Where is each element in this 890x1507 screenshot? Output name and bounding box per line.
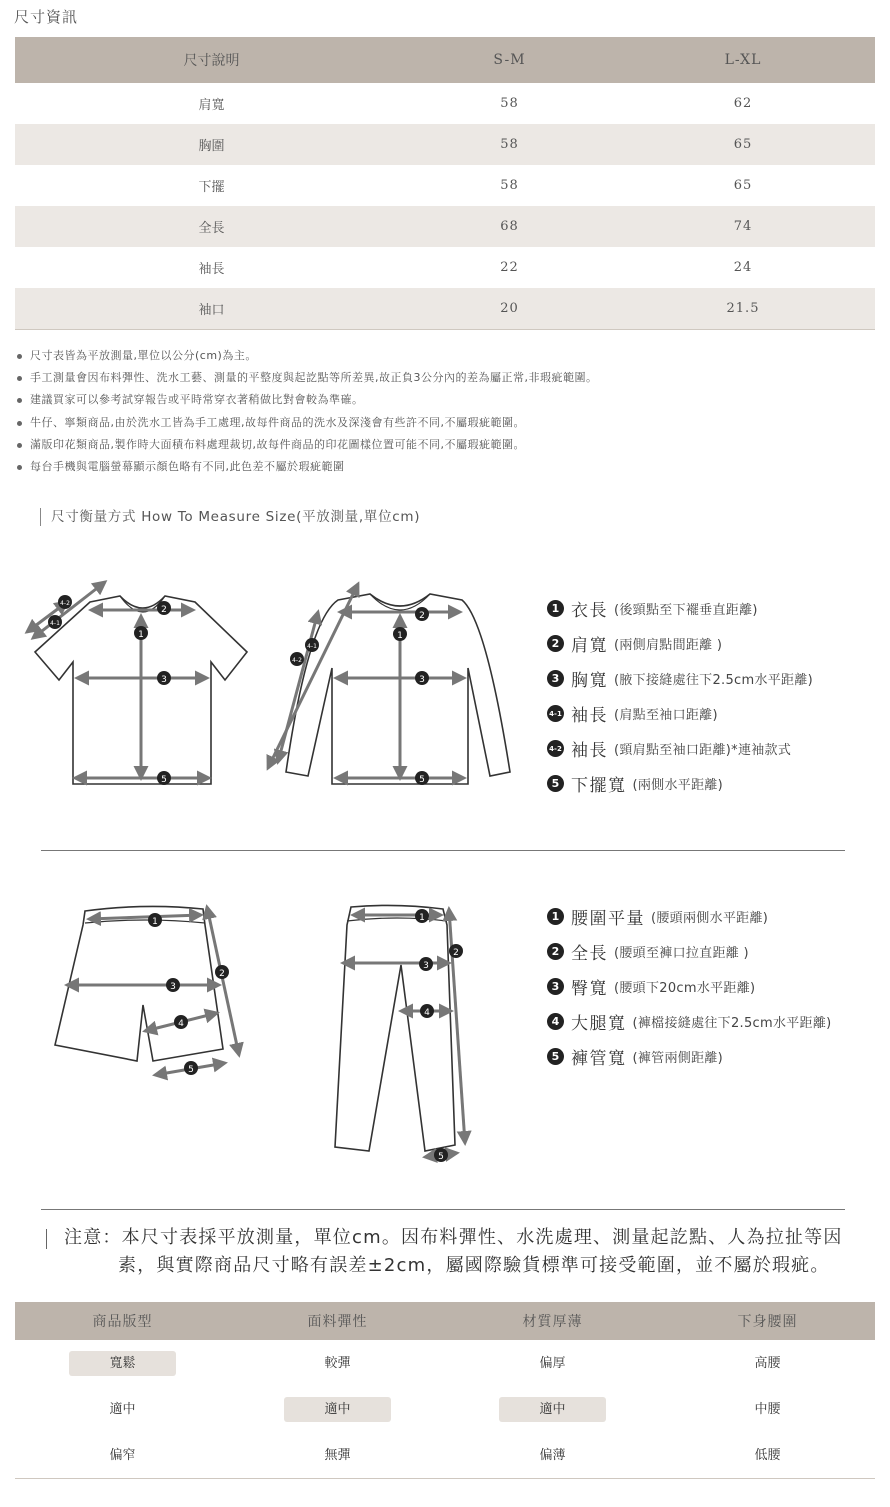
label-badge <box>157 671 171 685</box>
note-item: 牛仔、寧類商品,由於洗水工皆為手工處理,故每件商品的洗水及深淺會有些許不同,不屬瑕疵範圍。 <box>16 414 598 436</box>
legend-name: 袖長 <box>571 706 608 726</box>
row-label: 肩寬 <box>198 98 225 113</box>
fit-option: 低腰 <box>754 1447 781 1463</box>
svg-text:4: 4 <box>424 1008 430 1018</box>
note-item: 滿版印花類商品,製作時大面積布料處理裁切,故每件商品的印花圖樣位置可能不同,不屬瑕疵範圍。 <box>16 436 598 458</box>
svg-text:2: 2 <box>161 605 167 615</box>
svg-text:1: 1 <box>419 913 425 923</box>
divider <box>41 850 845 851</box>
table-cell: 20 <box>500 301 519 316</box>
legend-item <box>547 696 813 731</box>
table-row <box>15 1340 875 1386</box>
legend-name: 衣長 <box>571 601 608 621</box>
note-item: 手工測量會因布料彈性、洗水工藝、測量的平整度與起訖點等所差異,故正負3公分內的差為屬正常,非瑕疵範圍。 <box>16 369 598 391</box>
top-legend <box>547 591 813 801</box>
svg-text:2: 2 <box>419 611 425 621</box>
svg-text:5: 5 <box>188 1065 194 1075</box>
label-badge <box>48 615 62 629</box>
fit-option-selected: 適中 <box>284 1397 391 1422</box>
fit-option: 較彈 <box>324 1355 351 1371</box>
svg-text:5: 5 <box>438 1152 444 1162</box>
label-badge <box>58 595 72 609</box>
number-badge: 5 <box>547 1048 564 1065</box>
svg-text:1: 1 <box>152 917 158 927</box>
bottom-legend <box>547 899 832 1074</box>
header-cell: 材質厚薄 <box>522 1314 583 1330</box>
fit-option: 偏窄 <box>109 1447 136 1463</box>
legend-name: 腰圍平量 <box>571 909 645 929</box>
section-title: 尺寸資訊 <box>14 8 79 26</box>
legend-name: 臀寬 <box>571 979 608 999</box>
label-badge <box>415 909 429 923</box>
label-badge <box>134 626 148 640</box>
fit-option-selected: 適中 <box>499 1397 606 1422</box>
svg-text:1: 1 <box>138 630 144 640</box>
svg-text:3: 3 <box>161 675 167 685</box>
note-item: 每台手機與電腦螢幕顯示顏色略有不同,此色差不屬於瑕疵範圍 <box>16 458 598 480</box>
legend-name: 袖長 <box>571 741 608 761</box>
number-badge: 3 <box>547 978 564 995</box>
table-row <box>15 124 875 165</box>
legend-item <box>547 899 832 934</box>
shorts-diagram <box>45 895 245 1085</box>
legend-name: 胸寬 <box>571 671 608 691</box>
number-badge: 4 <box>547 1013 564 1030</box>
svg-text:4-2: 4-2 <box>60 600 70 607</box>
label-badge <box>157 601 171 615</box>
label-badge <box>449 944 463 958</box>
notes-list <box>16 347 598 480</box>
svg-text:3: 3 <box>170 982 176 992</box>
header-cell: 尺寸說明 <box>183 53 240 69</box>
fit-option-selected: 寬鬆 <box>69 1351 176 1376</box>
pants-diagram <box>325 895 485 1170</box>
table-row <box>15 165 875 206</box>
label-badge <box>420 1004 434 1018</box>
table-cell: 58 <box>500 137 519 152</box>
label-badge <box>419 957 433 971</box>
label-badge <box>215 965 229 979</box>
legend-item <box>547 1039 832 1074</box>
table-row <box>15 288 875 329</box>
legend-item <box>547 934 832 969</box>
legend-name: 褲管寬 <box>571 1049 627 1069</box>
legend-name: 大腿寬 <box>571 1014 627 1034</box>
label-badge <box>174 1015 188 1029</box>
svg-text:3: 3 <box>423 961 429 971</box>
table-cell: 65 <box>733 178 753 193</box>
table-row <box>15 1386 875 1432</box>
legend-desc: (頸肩點至袖口距離)*連袖款式 <box>614 743 792 758</box>
legend-item <box>547 626 813 661</box>
fit-option: 無彈 <box>324 1447 351 1463</box>
number-badge: 2 <box>547 943 564 960</box>
label-badge <box>148 913 162 927</box>
table-row <box>15 1432 875 1478</box>
header-cell: S-M <box>493 52 526 68</box>
legend-name: 下擺寬 <box>571 776 627 796</box>
svg-text:1: 1 <box>397 631 403 641</box>
svg-text:2: 2 <box>219 969 225 979</box>
number-badge: 1 <box>547 908 564 925</box>
svg-text:4: 4 <box>178 1019 184 1029</box>
measure-title: 尺寸衡量方式 How To Measure Size(平放測量,單位cm) <box>40 508 420 526</box>
number-badge: 1 <box>547 600 564 617</box>
table-cell: 22 <box>500 260 519 275</box>
label-badge <box>415 607 429 621</box>
table-cell: 68 <box>500 219 519 234</box>
svg-text:4-1: 4-1 <box>50 620 60 627</box>
table-cell: 65 <box>733 137 753 152</box>
row-label: 袖口 <box>198 303 225 318</box>
label-badge <box>184 1061 198 1075</box>
fit-table <box>15 1302 875 1479</box>
caution-line: 素，與實際商品尺寸略有誤差±2cm，屬國際驗貨標準可接受範圍，並不屬於瑕疵。 <box>118 1255 830 1276</box>
size-table-header <box>15 37 875 83</box>
note-item: 建議買家可以參考試穿報告或平時常穿衣著稍做比對會較為準確。 <box>16 391 598 413</box>
svg-text:4-1: 4-1 <box>307 643 317 650</box>
label-badge <box>415 771 429 785</box>
legend-desc: (褲檔接縫處往下2.5cm水平距離) <box>632 1016 832 1031</box>
legend-item <box>547 1004 832 1039</box>
svg-text:3: 3 <box>419 675 425 685</box>
number-badge: 2 <box>547 635 564 652</box>
table-cell: 58 <box>500 96 519 111</box>
row-label: 下擺 <box>198 180 225 195</box>
row-label: 全長 <box>198 221 225 236</box>
legend-item <box>547 969 832 1004</box>
caution-bar <box>46 1229 47 1249</box>
legend-name: 肩寬 <box>571 636 608 656</box>
header-cell: L-XL <box>724 52 762 68</box>
legend-item <box>547 661 813 696</box>
label-badge <box>434 1148 448 1162</box>
svg-text:2: 2 <box>453 948 459 958</box>
label-badge <box>393 627 407 641</box>
table-cell: 58 <box>500 178 519 193</box>
legend-desc: (腋下接縫處往下2.5cm水平距離) <box>614 673 814 688</box>
fit-option: 中腰 <box>754 1401 781 1417</box>
tshirt-diagram <box>15 570 260 795</box>
longsleeve-diagram <box>258 570 518 795</box>
label-badge <box>305 638 319 652</box>
legend-desc: (兩側肩點間距離 ) <box>614 638 723 653</box>
row-label: 袖長 <box>198 262 225 277</box>
header-cell: 面料彈性 <box>307 1314 368 1330</box>
number-badge: 4-1 <box>547 705 564 722</box>
legend-item <box>547 731 813 766</box>
table-cell: 24 <box>733 260 753 275</box>
svg-text:5: 5 <box>161 775 167 785</box>
svg-text:5: 5 <box>419 775 425 785</box>
note-item: 尺寸表皆為平放測量,單位以公分(cm)為主。 <box>16 347 598 369</box>
legend-desc: (肩點至袖口距離) <box>614 708 718 723</box>
table-row <box>15 206 875 247</box>
size-table <box>15 37 875 330</box>
legend-desc: (後頸點至下襬垂直距離) <box>614 603 758 618</box>
label-badge <box>290 652 304 666</box>
fit-table-header <box>15 1302 875 1340</box>
divider <box>41 1209 845 1210</box>
header-cell: 商品版型 <box>92 1314 153 1330</box>
fit-option: 偏薄 <box>539 1447 566 1463</box>
number-badge: 5 <box>547 775 564 792</box>
table-row <box>15 247 875 288</box>
label-badge <box>157 771 171 785</box>
legend-desc: (腰頭下20cm水平距離) <box>614 981 756 996</box>
legend-item <box>547 591 813 626</box>
caution-line: 注意：本尺寸表採平放測量，單位cm。因布料彈性、水洗處理、測量起訖點、人為拉扯等因 <box>64 1227 843 1248</box>
fit-option: 偏厚 <box>539 1355 566 1371</box>
legend-desc: (褲管兩側距離) <box>632 1051 724 1066</box>
number-badge: 3 <box>547 670 564 687</box>
fit-option: 高腰 <box>754 1355 781 1371</box>
table-row <box>15 83 875 124</box>
label-badge <box>166 978 180 992</box>
legend-name: 全長 <box>571 944 608 964</box>
row-label: 胸圍 <box>198 139 225 154</box>
legend-item <box>547 766 813 801</box>
header-cell: 下身腰圍 <box>737 1314 798 1330</box>
svg-text:4-2: 4-2 <box>292 657 302 664</box>
label-badge <box>415 671 429 685</box>
table-cell: 62 <box>733 96 753 111</box>
legend-desc: (腰頭兩側水平距離) <box>651 911 769 926</box>
legend-desc: (腰頭至褲口拉直距離 ) <box>614 946 749 961</box>
table-cell: 74 <box>733 219 753 234</box>
table-cell: 21.5 <box>726 301 760 316</box>
number-badge: 4-2 <box>547 740 564 757</box>
fit-option: 適中 <box>109 1401 136 1417</box>
legend-desc: (兩側水平距離) <box>632 778 724 793</box>
